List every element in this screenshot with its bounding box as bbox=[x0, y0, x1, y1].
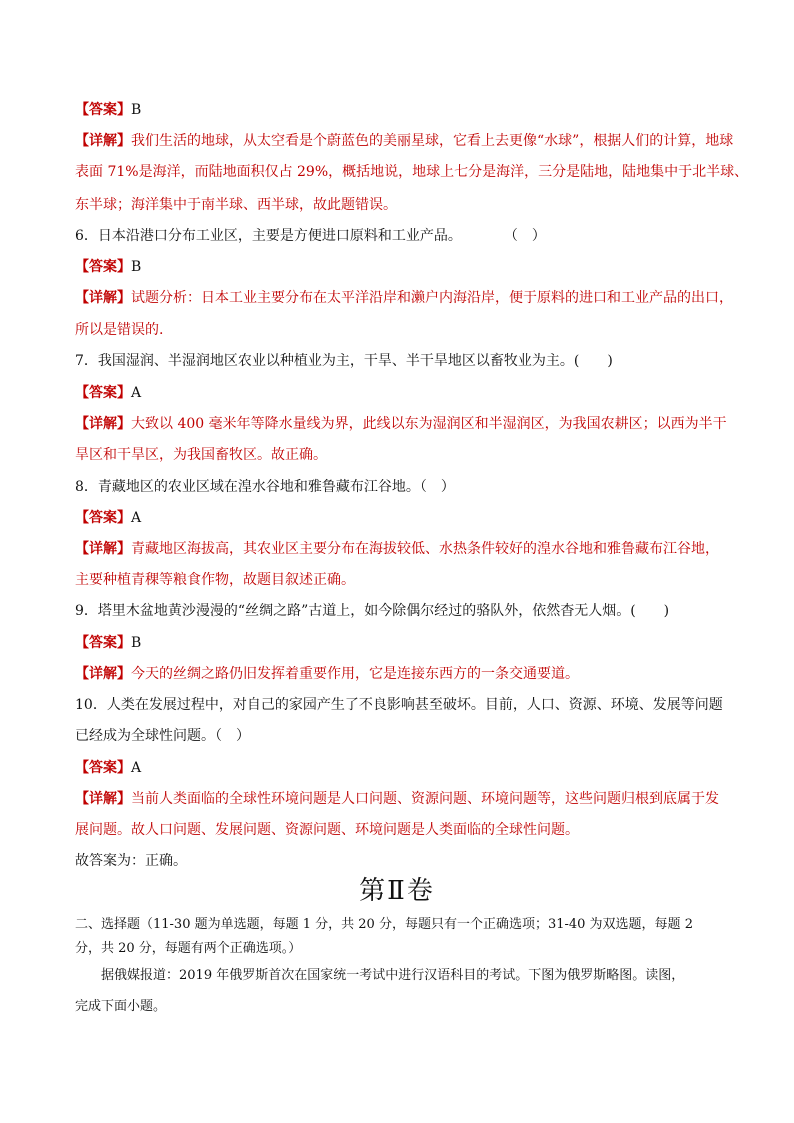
answer-label: 【答案】 bbox=[75, 635, 131, 651]
answer-line bbox=[75, 384, 725, 402]
answer-value: A bbox=[131, 385, 142, 401]
section-title: 第Ⅱ卷 bbox=[359, 876, 435, 906]
answer-line bbox=[75, 634, 725, 652]
answer-line bbox=[75, 101, 725, 119]
explanation-label: 【详解】 bbox=[75, 290, 131, 306]
answer-label: 【答案】 bbox=[75, 102, 131, 118]
question-text: 10．人类在发展过程中，对自己的家园产生了不良影响甚至破坏。目前，人口、资源、环境、发展等问题 bbox=[75, 697, 723, 713]
question-text: 8．青藏地区的农业区域在湟水谷地和雅鲁藏布江谷地。（ ） bbox=[75, 479, 455, 495]
explanation-label: 【详解】 bbox=[75, 541, 131, 557]
explanation-label: 【详解】 bbox=[75, 791, 131, 807]
explanation-line bbox=[75, 196, 725, 214]
explanation-text: 大致以 400 毫米年等降水量线为界，此线以东为湿润区和半湿润区，为我国农耕区；以西为半干 bbox=[131, 416, 727, 432]
question-line bbox=[75, 696, 725, 714]
explanation-line bbox=[75, 446, 725, 464]
passage-line: 完成下面小题。 bbox=[75, 999, 167, 1014]
answer-label: 【答案】 bbox=[75, 385, 131, 401]
answer-value: A bbox=[131, 760, 142, 776]
explanation-line bbox=[75, 571, 725, 589]
explanation-text: 青藏地区海拔高，其农业区主要分布在海拔较低、水热条件较好的湟水谷地和雅鲁藏布江谷地， bbox=[131, 541, 719, 557]
question-text: 故答案为：正确。 bbox=[75, 853, 187, 869]
question-line bbox=[75, 478, 725, 496]
answer-label: 【答案】 bbox=[75, 259, 131, 275]
question-line bbox=[75, 227, 725, 245]
explanation-line bbox=[75, 163, 749, 181]
answer-line bbox=[75, 759, 725, 777]
answer-value: A bbox=[131, 510, 142, 526]
explanation-text: 当前人类面临的全球性环境问题是人口问题、资源问题、环境问题等，这些问题归根到底属于发 bbox=[131, 791, 719, 807]
explanation-line bbox=[75, 132, 734, 150]
answer-value: B bbox=[131, 635, 142, 651]
answer-line bbox=[75, 258, 725, 276]
question-text: 6．日本沿港口分布工业区，主要是方便进口原料和工业产品。 （ ） bbox=[75, 228, 546, 244]
instructions-line: 二、选择题（11-30 题为单选题，每题 1 分，共 20 分，每题只有一个正确选项；31-40 为双选题，每题 2 bbox=[75, 917, 693, 932]
answer-label: 【答案】 bbox=[75, 510, 131, 526]
question-line bbox=[75, 352, 725, 370]
answer-value: B bbox=[131, 102, 142, 118]
explanation-text: 表面 71%是海洋，而陆地面积仅占 29%，概括地说，地球上七分是海洋，三分是陆地，陆地集中于北半球、 bbox=[75, 164, 749, 180]
explanation-line bbox=[75, 821, 725, 839]
explanation-line bbox=[75, 540, 725, 558]
question-text: 已经成为全球性问题。（ ） bbox=[75, 728, 250, 744]
question-text: 7．我国湿润、半湿润地区农业以种植业为主，干旱、半干旱地区以畜牧业为主。( ) bbox=[75, 353, 613, 369]
explanation-text: 试题分析：日本工业主要分布在太平洋沿岸和濑户内海沿岸，便于原料的进口和工业产品的出口， bbox=[131, 290, 733, 306]
explanation-text: 我们生活的地球，从太空看是个蔚蓝色的美丽星球，它看上去更像“水球”，根据人们的计算，地球 bbox=[131, 133, 734, 149]
question-text: 9．塔里木盆地黄沙漫漫的“丝绸之路”古道上，如今除偶尔经过的骆队外，依然杳无人烟。( ) bbox=[75, 603, 670, 619]
answer-line bbox=[75, 509, 725, 527]
explanation-text: 所以是错误的. bbox=[75, 322, 164, 338]
explanation-line bbox=[75, 321, 725, 339]
question-line bbox=[75, 852, 725, 870]
explanation-line bbox=[75, 289, 733, 307]
explanation-text: 今天的丝绸之路仍旧发挥着重要作用，它是连接东西方的一条交通要道。 bbox=[131, 666, 579, 682]
answer-value: B bbox=[131, 259, 142, 275]
explanation-line bbox=[75, 665, 725, 683]
question-line bbox=[75, 727, 725, 745]
explanation-label: 【详解】 bbox=[75, 666, 131, 682]
explanation-line bbox=[75, 790, 725, 808]
explanation-label: 【详解】 bbox=[75, 133, 131, 149]
answer-label: 【答案】 bbox=[75, 760, 131, 776]
instructions-line: 分，共 20 分，每题有两个正确选项。） bbox=[75, 941, 302, 956]
passage-line: 据俄媒报道：2019 年俄罗斯首次在国家统一考试中进行汉语科目的考试。下图为俄罗斯略图。读图， bbox=[75, 968, 685, 983]
question-line bbox=[75, 602, 725, 620]
explanation-label: 【详解】 bbox=[75, 416, 131, 432]
explanation-text: 主要种植青稞等粮食作物，故题目叙述正确。 bbox=[75, 572, 355, 588]
explanation-text: 旱区和干旱区，为我国畜牧区。故正确。 bbox=[75, 447, 327, 463]
explanation-line bbox=[75, 415, 725, 433]
explanation-text: 东半球；海洋集中于南半球、西半球，故此题错误。 bbox=[75, 197, 397, 213]
explanation-text: 展问题。故人口问题、发展问题、资源问题、环境问题是人类面临的全球性问题。 bbox=[75, 822, 579, 838]
